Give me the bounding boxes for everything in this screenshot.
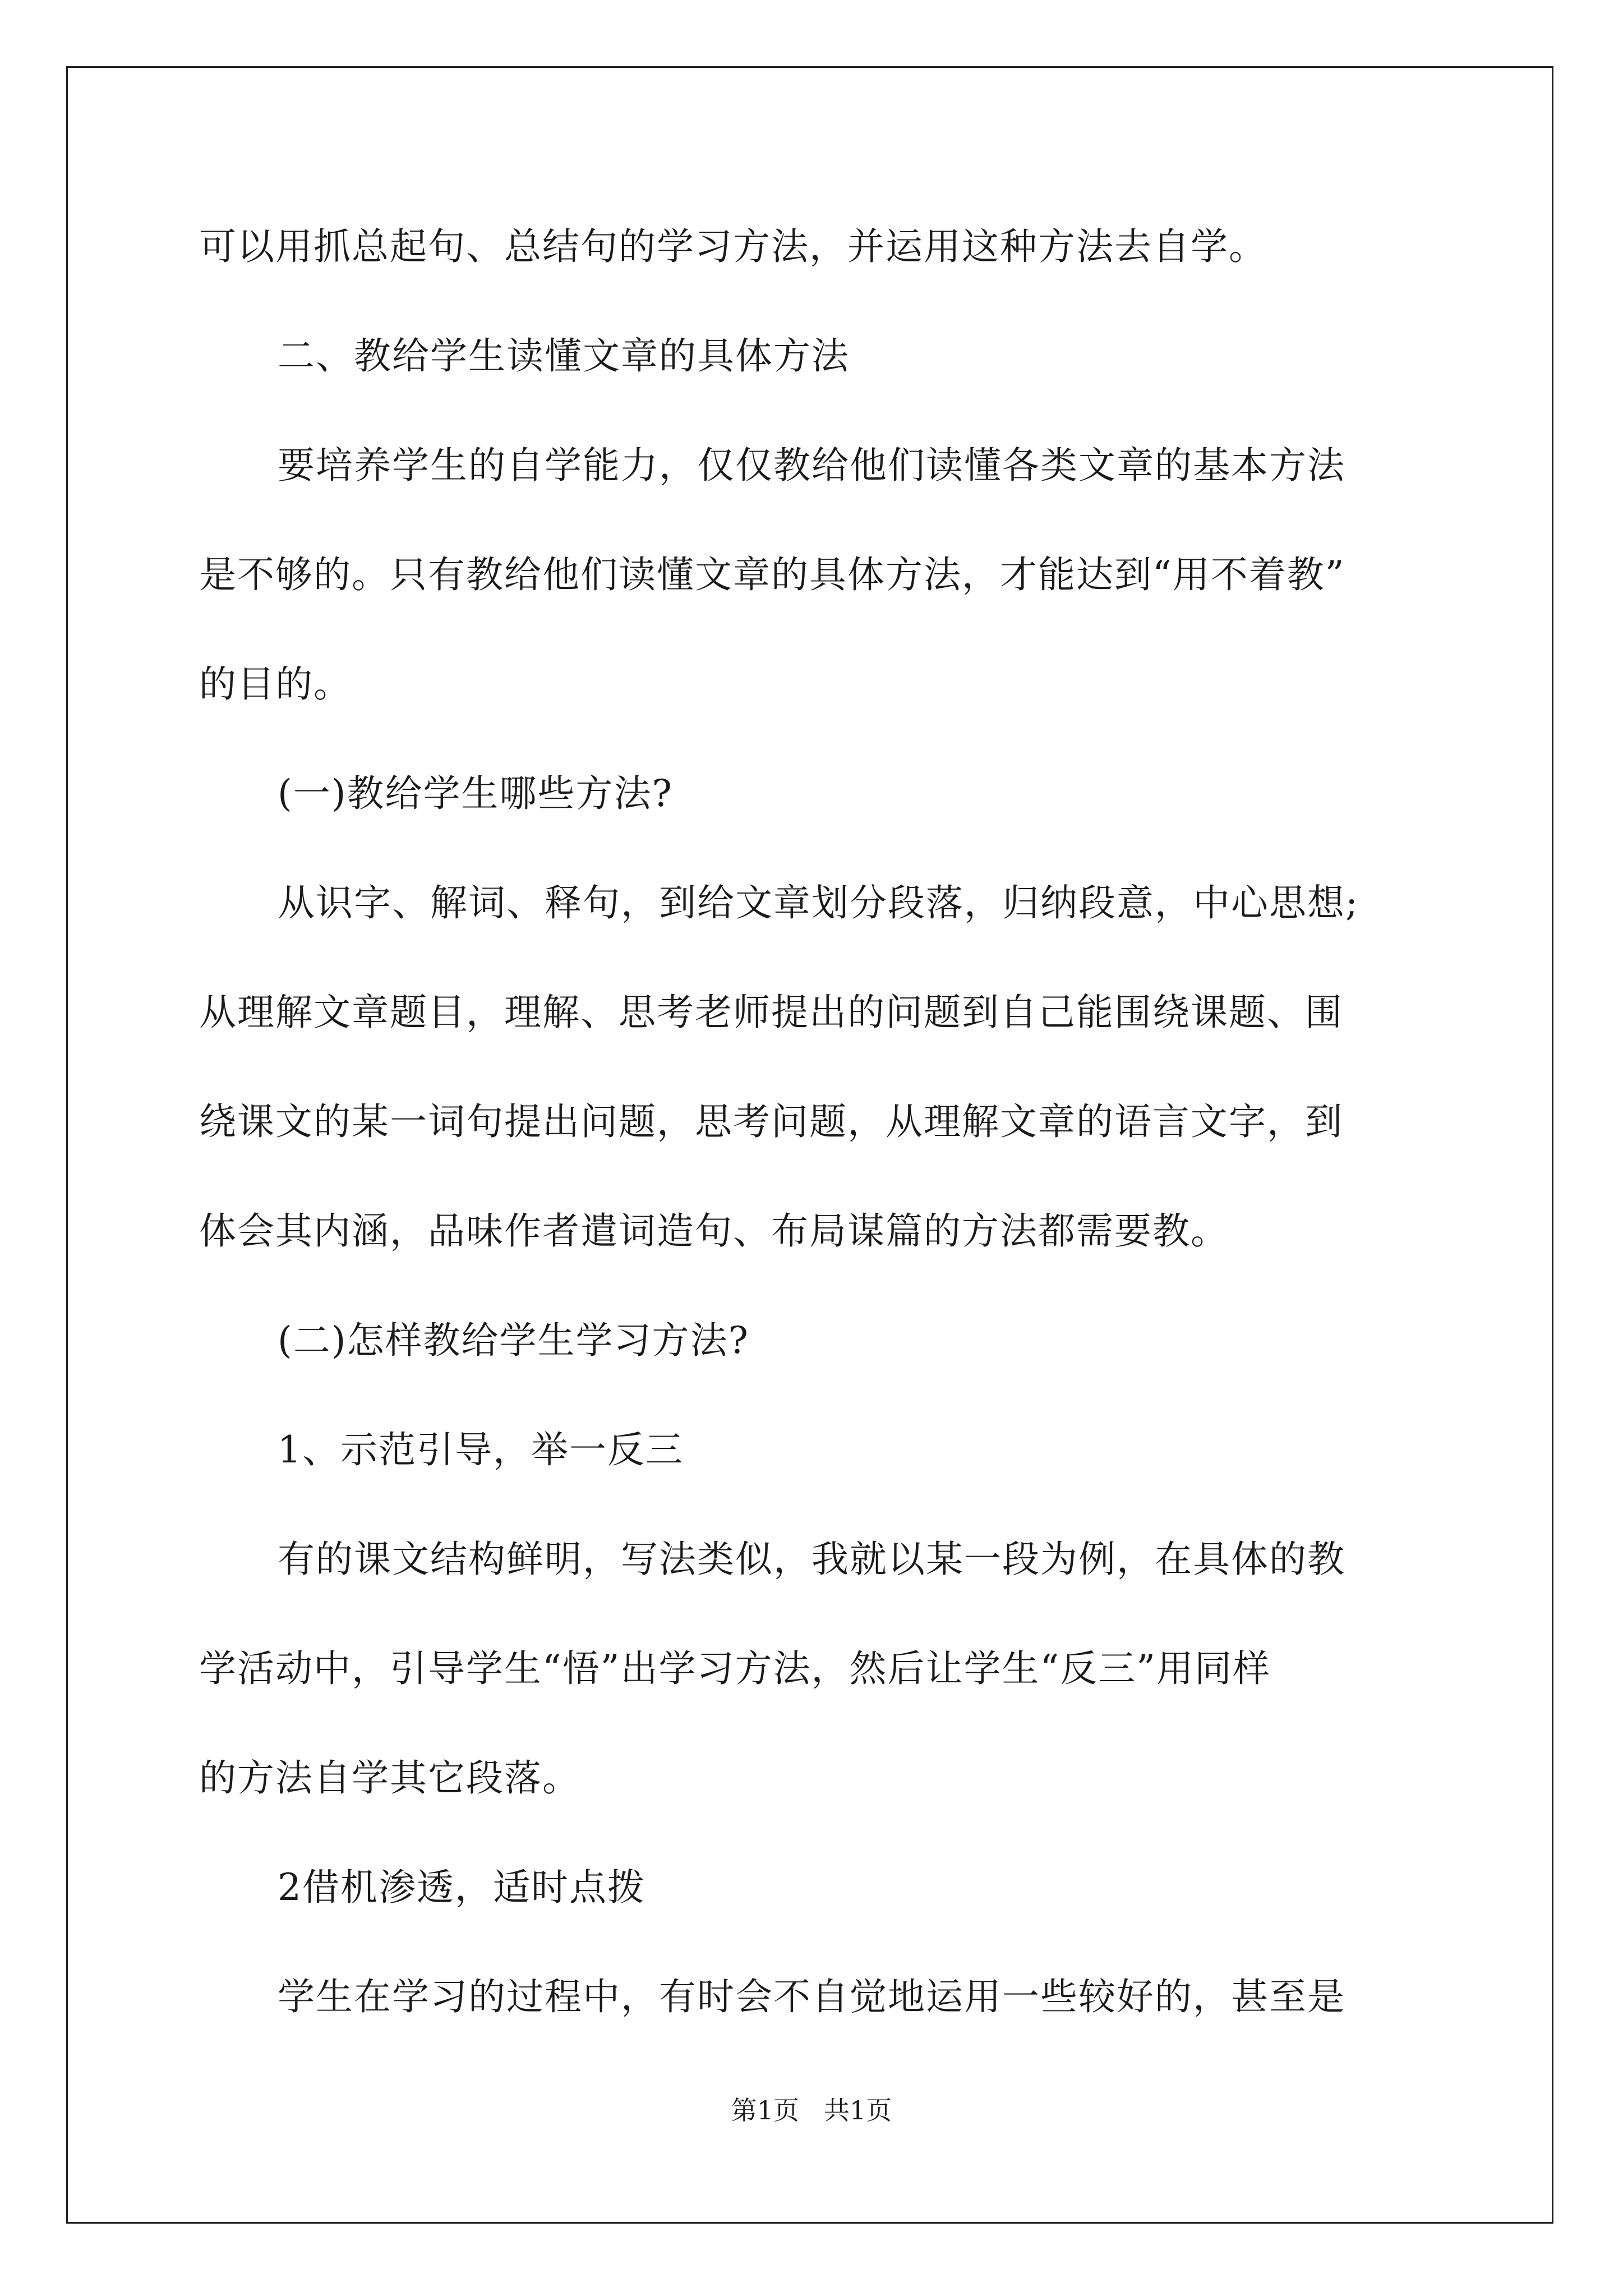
text-line-6: (一)教给学生哪些方法? <box>278 772 673 815</box>
page-number-total: 共1页 <box>824 2095 892 2125</box>
text-line-10: 体会其内涵，品味作者遣词造句、布局谋篇的方法都需要教。 <box>199 1209 1229 1253</box>
text-line-11: (二)怎样教给学生学习方法? <box>278 1319 749 1362</box>
text-line-8: 从理解文章题目，理解、思考老师提出的问题到自己能围绕课题、围 <box>199 991 1343 1034</box>
text-line-14: 学活动中，引导学生“悟”出学习方法，然后让学生“反三”用同样 <box>199 1647 1271 1690</box>
text-line-12: 1、示范引导，举一反三 <box>278 1428 684 1471</box>
text-line-9: 绕课文的某一词句提出问题，思考问题，从理解文章的语言文字，到 <box>199 1100 1343 1143</box>
text-line-13: 有的课文结构鲜明，写法类似，我就以某一段为例，在具体的教 <box>278 1538 1345 1581</box>
text-line-7: 从识字、解词、释句，到给文章划分段落，归纳段意，中心思想; <box>278 881 1359 924</box>
page-number-current: 第1页 <box>731 2095 799 2125</box>
text-line-17: 学生在学习的过程中，有时会不自觉地运用一些较好的，甚至是 <box>278 1975 1345 2018</box>
text-line-1: 可以用抓总起句、总结句的学习方法，并运用这种方法去自学。 <box>199 225 1267 268</box>
text-line-4: 是不够的。只有教给他们读懂文章的具体方法，才能达到“用不着教” <box>199 553 1345 596</box>
page-footer <box>0 2093 1623 2127</box>
text-line-15: 的方法自学其它段落。 <box>199 1756 580 1800</box>
text-line-2: 二、教给学生读懂文章的具体方法 <box>278 334 850 378</box>
text-line-5: 的目的。 <box>199 662 352 706</box>
text-line-3: 要培养学生的自学能力，仅仅教给他们读懂各类文章的基本方法 <box>278 444 1345 487</box>
text-line-16: 2借机渗透，适时点拨 <box>278 1866 645 1909</box>
